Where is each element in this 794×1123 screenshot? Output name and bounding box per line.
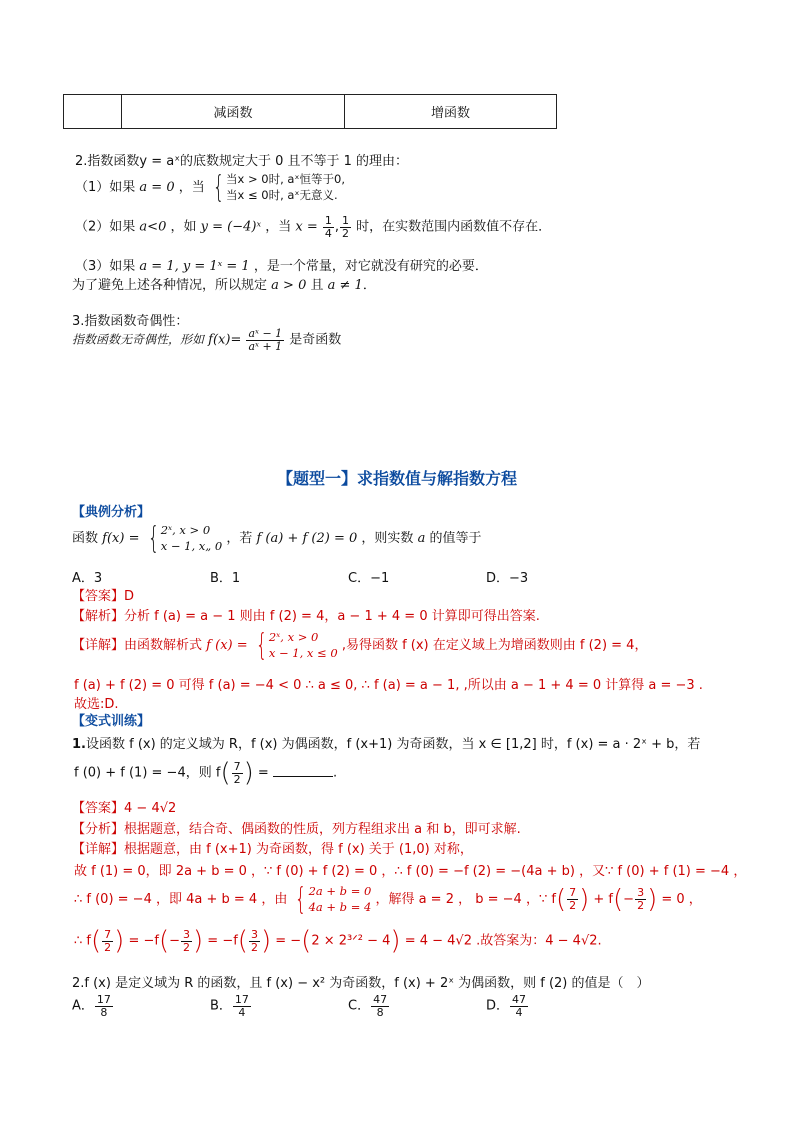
table-cell-empty [64,95,122,128]
q2-opt-b-frac: $\frac{17}{4}$ [234,993,249,1019]
case1-row1: 当x > 0时, aˣ恒等于0, [226,172,346,186]
detail-pre: 由函数解析式 [124,638,203,654]
q-system [144,520,223,556]
q1-detail-tag: 【详解】 [72,842,125,857]
d1-l4-frac1: $\frac{7}{2}$ [104,927,112,954]
q1-analysis [72,818,521,837]
case2-eq: a<0 [139,219,167,235]
q-row2: x − 1, x„ 0 [160,538,223,553]
s3-fx: f(x)= [208,332,242,348]
q-cond: f (a) + f (2) = 0 [256,531,358,547]
q1-answer [72,797,176,816]
variant-heading: 【变式训练】 [72,714,151,729]
d1-l4-pre: ∴ f [74,933,91,949]
s3-line [72,328,341,352]
q-fx: f(x) = [102,531,140,547]
detail-tag: 【详解】 [72,638,125,654]
detail-fx: f (x) = [206,638,248,654]
case1-mid: ，当 [178,180,205,196]
detail-end: 故选:D. [74,697,119,712]
case3-pre: （3）如果 [75,259,136,274]
q2-opt-c-frac: $\frac{47}{8}$ [373,993,388,1019]
q1-num: 1. [72,737,86,752]
q1-analysis-tag: 【分析】 [72,822,125,837]
q-end: 的值等于 [429,531,482,547]
case2-mid2: ，当 [265,219,292,235]
option-d: D．−3 [486,571,529,586]
d1-l4-c: = − [275,933,302,949]
d1-l4-frac3: $\frac{3}{2}$ [250,927,258,954]
q1-answer-value: 4 − 4√2 [124,801,177,816]
answer-tag: 【答案】 [72,589,125,604]
d1-l3-plus: + f [593,892,613,908]
d1-l4-b: = −f [207,933,238,949]
case1-eq: a = 0 [139,180,175,196]
q2-opt-c-label: C． [348,998,371,1014]
q1-frac: $\frac{7}{2}$ [233,759,241,786]
q1-detail-line2: 故 f (1) = 0，即 2a + b = 0 ，∵ f (0) + f (2) = 0 ，∴ f (0) = −f (2) = −(4a + b) ，又∵ f (0) + f (1) = −4 ， [74,864,747,879]
q-row1: 2ˣ, x > 0 [160,523,211,537]
q1-detail-text: 根据题意，由 f (x+1) 为奇函数，得 f (x) 关于 (1,0) 对称， [124,842,473,857]
brace-icon: { [255,627,268,663]
s2-case3 [75,255,488,274]
d1-l3-pre: ∴ f (0) = −4 ，即 4a + b = 4 ，由 [74,892,288,908]
q1-end: . [332,765,338,781]
case2-pre: （2）如果 [75,219,136,235]
d1-l4-result: = 4 − 4√2 . [404,933,481,949]
q1-line2: f (0) + f (1) = −4，则 f( $\frac{7}{2}$ ) = . [74,758,338,788]
concl-cond2: a ≠ 1 [327,278,363,293]
answer-value: D [124,589,135,604]
case2-fn: y = (−4)ˣ [200,219,262,235]
q1-answer-tag: 【答案】 [72,801,125,816]
monotonic-table [63,94,557,129]
example-question [72,520,482,556]
d1-row2: 4a + b = 4 [308,899,372,914]
detail-line1 [72,627,648,663]
case1-pre: （1）如果 [75,180,136,196]
q1-line1 [72,733,700,752]
q1-line2-pre: f (0) + f (1) = −4，则 f [74,765,221,781]
case3-eq: a = 1, y = 1ˣ = 1 [139,259,250,274]
section-title: 【题型一】求指数值与解指数方程 [276,469,517,488]
detail-line2: f (a) + f (2) = 0 可得 f (a) = −4 < 0 ∴ a ≤ 0, ∴ f (a) = a − 1, ,所以由 a − 1 + 4 = 0 计算得 a = −3 . [74,678,703,693]
q2-opt-d-frac: $\frac{47}{4}$ [512,993,527,1019]
q-mid: ，若 [226,531,253,547]
case2-frac2: $\frac{1}{2}$ [342,214,350,240]
table-cell-increasing: 增函数 [430,106,470,121]
d1-l3-end: = 0 ， [661,892,702,908]
brace-icon: { [295,881,307,917]
q2-opt-a-frac: $\frac{17}{8}$ [96,993,111,1019]
d1-l4-answer: 4 − 4√2 [545,933,598,949]
d1-frac2: $\frac{3}{2}$ [637,886,645,913]
q-pre: 函数 [72,531,99,547]
option-c: C．−1 [348,571,390,586]
q2-option-c [348,994,390,1018]
case1-system [209,169,346,205]
q-tail: ，则实数 [361,531,414,547]
option-b: B．1 [210,571,241,586]
example-heading: 【典例分析】 [72,505,151,520]
concl-cond1: a > 0 [271,278,307,293]
q1-detail [72,838,473,857]
detail-tail: ,易得函数 f (x) 在定义域上为增函数则由 f (2) = 4， [341,638,648,654]
d1-l4-a: = −f [128,933,159,949]
q2-option-d [486,994,529,1018]
s3-tail: 是奇函数 [289,332,342,348]
case2-mid: ，如 [170,219,197,235]
concl-end: ． [362,278,376,293]
analysis-line [72,605,540,624]
case2-frac1: $\frac{1}{4}$ [324,214,332,240]
answer-line [72,585,134,604]
analysis-tag: 【解析】 [72,609,125,624]
q2-opt-a-label: A． [72,998,94,1014]
q2-option-a [72,994,114,1018]
d1-row1: 2a + b = 0 [308,884,372,898]
q2-text: 2.f (x) 是定义域为 R 的函数，且 f (x) − x² 为奇函数，f (x) + 2ˣ 为偶函数，则 f (2) 的值是（ ） [72,976,650,991]
s2-case1 [75,169,346,205]
d1-l4-frac2: $\frac{3}{2}$ [183,927,190,954]
d1-frac1: $\frac{7}{2}$ [569,886,577,913]
detail-row1: 2ˣ, x > 0 [268,630,319,644]
d1-system [291,881,372,917]
q1-analysis-text: 根据题意，结合奇、偶函数的性质，列方程组求出 a 和 b，即可求解. [124,822,521,837]
analysis-text: 分析 f (a) = a − 1 则由 f (2) = 4，a − 1 + 4 = 0 计算即可得出答案. [124,609,540,624]
concl-pre: 为了避免上述各种情况，所以规定 [72,278,268,293]
d1-l3-mid: ，解得 a = 2 ， b = −4 ，∵ f [375,892,556,908]
q2-opt-b-label: B． [210,998,232,1014]
s3-title: 3.指数函数奇偶性： [72,314,189,329]
brace-icon: { [212,169,225,205]
case3-tail: ，是一个常量，对它就没有研究的必要． [253,259,488,274]
s3-frac: $\frac{\text{aˣ − 1}}{\text{aˣ + 1}}$ [248,327,283,353]
case2-x: x = [295,219,318,235]
q2-opt-d-label: D． [486,998,510,1014]
case2-tail: 时，在实数范围内函数值不存在． [356,219,552,235]
case1-row2: 当x ≤ 0时, aˣ无意义. [226,187,338,202]
table-cell-decreasing: 减函数 [122,95,345,128]
q-a: a [417,531,426,547]
s2-case2: （2）如果 a<0 ，如 y = (−4)ˣ ，当 x = $\frac{1}{4}$ , $\frac{1}{2}$ 时，在实数范围内函数值不存在． [75,214,552,240]
d1-l4-dot: . [597,933,602,949]
concl-and: 且 [310,278,324,293]
d1-l4-inner: 2 × 2³ᐟ² − 4 [311,933,391,949]
q1-eq: = [257,765,269,781]
q1-text: 设函数 f (x) 的定义域为 R，f (x) 为偶函数，f (x+1) 为奇函数，当 x ∈ [1,2] 时，f (x) = a · 2ˣ + b，若 [85,737,701,752]
option-a: A．3 [72,571,103,586]
detail-row2: x − 1, x ≤ 0 [268,645,338,660]
detail-system [252,627,338,663]
s2-intro: 2.指数函数y = aˣ的底数规定大于 0 且不等于 1 的理由： [75,154,409,169]
s2-conclusion [72,274,376,293]
brace-icon: { [147,520,159,556]
q1-detail-line3: ∴ f (0) = −4 ，即 4a + b = 4 ，由 { 2a + b = 0 4a + b = 4 ，解得 a = 2 ， b = −4 ，∵ f( $\frac{7}{2}$ ) + f(− $\frac{3}{2}$ ) = 0 ， [74,881,702,917]
q1-detail-line4: ∴ f( $\frac{7}{2}$ ) = −f(− $\frac{3}{2}$ ) = −f( $\frac{3}{2}$ ) = −(2 × 2³ᐟ² − 4) = 4 − 4√2 .故答案为：4 − 4√2. [74,926,602,956]
answer-blank [273,764,333,777]
s3-italic: 指数函数无奇偶性，形如 [72,332,205,347]
q2-option-b [210,994,252,1018]
d1-l4-tail: 故答案为： [480,933,546,949]
